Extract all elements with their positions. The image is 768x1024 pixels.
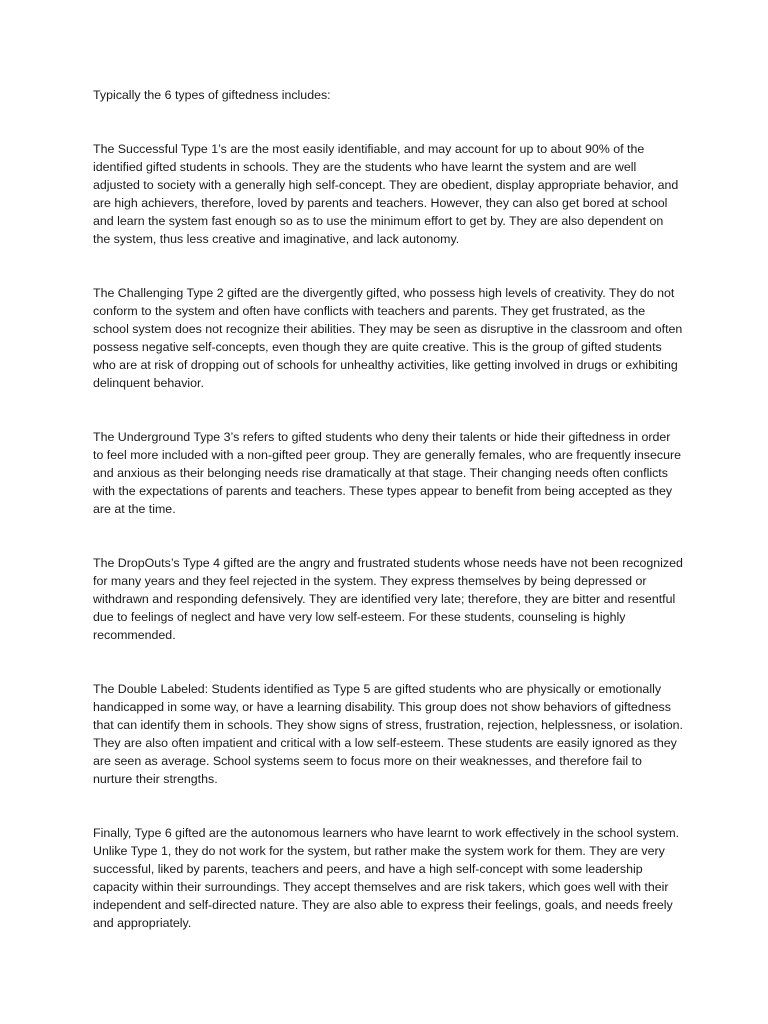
paragraph-type-1: The Successful Type 1’s are the most easily identifiable, and may account for up to about 90% of the identified gifted students in schools. They are the students who have learnt the system and are well adjusted to society with a generally high self-concept. They are obedient, display appropriate behavior, and are high achievers, therefore, loved by parents and teachers. However, they can also get bored at school and learn the system fast enough so as to use the minimum effort to get by. They are also dependent on the system, thus less creative and imaginative, and lack autonomy. [93,142,679,246]
intro-line: Typically the 6 types of giftedness includes: [93,88,331,102]
paragraph-type-4: The DropOuts’s Type 4 gifted are the angry and frustrated students whose needs have not been recognized for many years and they feel rejected in the system. They express themselves by being depressed or withdrawn and responding defensively. They are identified very late; therefore, they are bitter and resentful due to feelings of neglect and have very low self-esteem. For these students, counseling is highly recommended. [93,556,683,642]
paragraph-type-3: The Underground Type 3’s refers to gifted students who deny their talents or hide their giftedness in order to feel more included with a non-gifted peer group. They are generally females, who are frequently insecure and anxious as their belonging needs rise dramatically at that stage. Their changing needs often conflicts with the expectations of parents and teachers. These types appear to benefit from being accepted as they are at the time. [93,430,681,516]
paragraph-type-6: Finally, Type 6 gifted are the autonomous learners who have learnt to work effectively in the school system. Unlike Type 1, they do not work for the system, but rather make the system work for them. They are very successful, liked by parents, teachers and peers, and have a high self-concept with some leadership capacity within their surroundings. They accept themselves and are risk takers, which goes well with their independent and self-directed nature. They are also able to express their feelings, goals, and needs freely and appropriately. [93,826,680,930]
paragraph-type-2: The Challenging Type 2 gifted are the divergently gifted, who possess high levels of creativity. They do not conform to the system and often have conflicts with teachers and parents. They get frustrated, as the school system does not recognize their abilities. They may be seen as disruptive in the classroom and often possess negative self-concepts, even though they are quite creative. This is the group of gifted students who are at risk of dropping out of schools for unhealthy activities, like getting involved in drugs or exhibiting delinquent behavior. [93,286,683,390]
paragraph-type-5: The Double Labeled: Students identified as Type 5 are gifted students who are physically or emotionally handicapped in some way, or have a learning disability. This group does not show behaviors of giftedness that can identify them in schools. They show signs of stress, frustration, rejection, helplessness, or isolation. They are also often impatient and critical with a low self-esteem. These students are easily ignored as they are seen as average. School systems seem to focus more on their weaknesses, and therefore fail to nurture their strengths. [93,682,683,786]
document-body [93,86,683,968]
